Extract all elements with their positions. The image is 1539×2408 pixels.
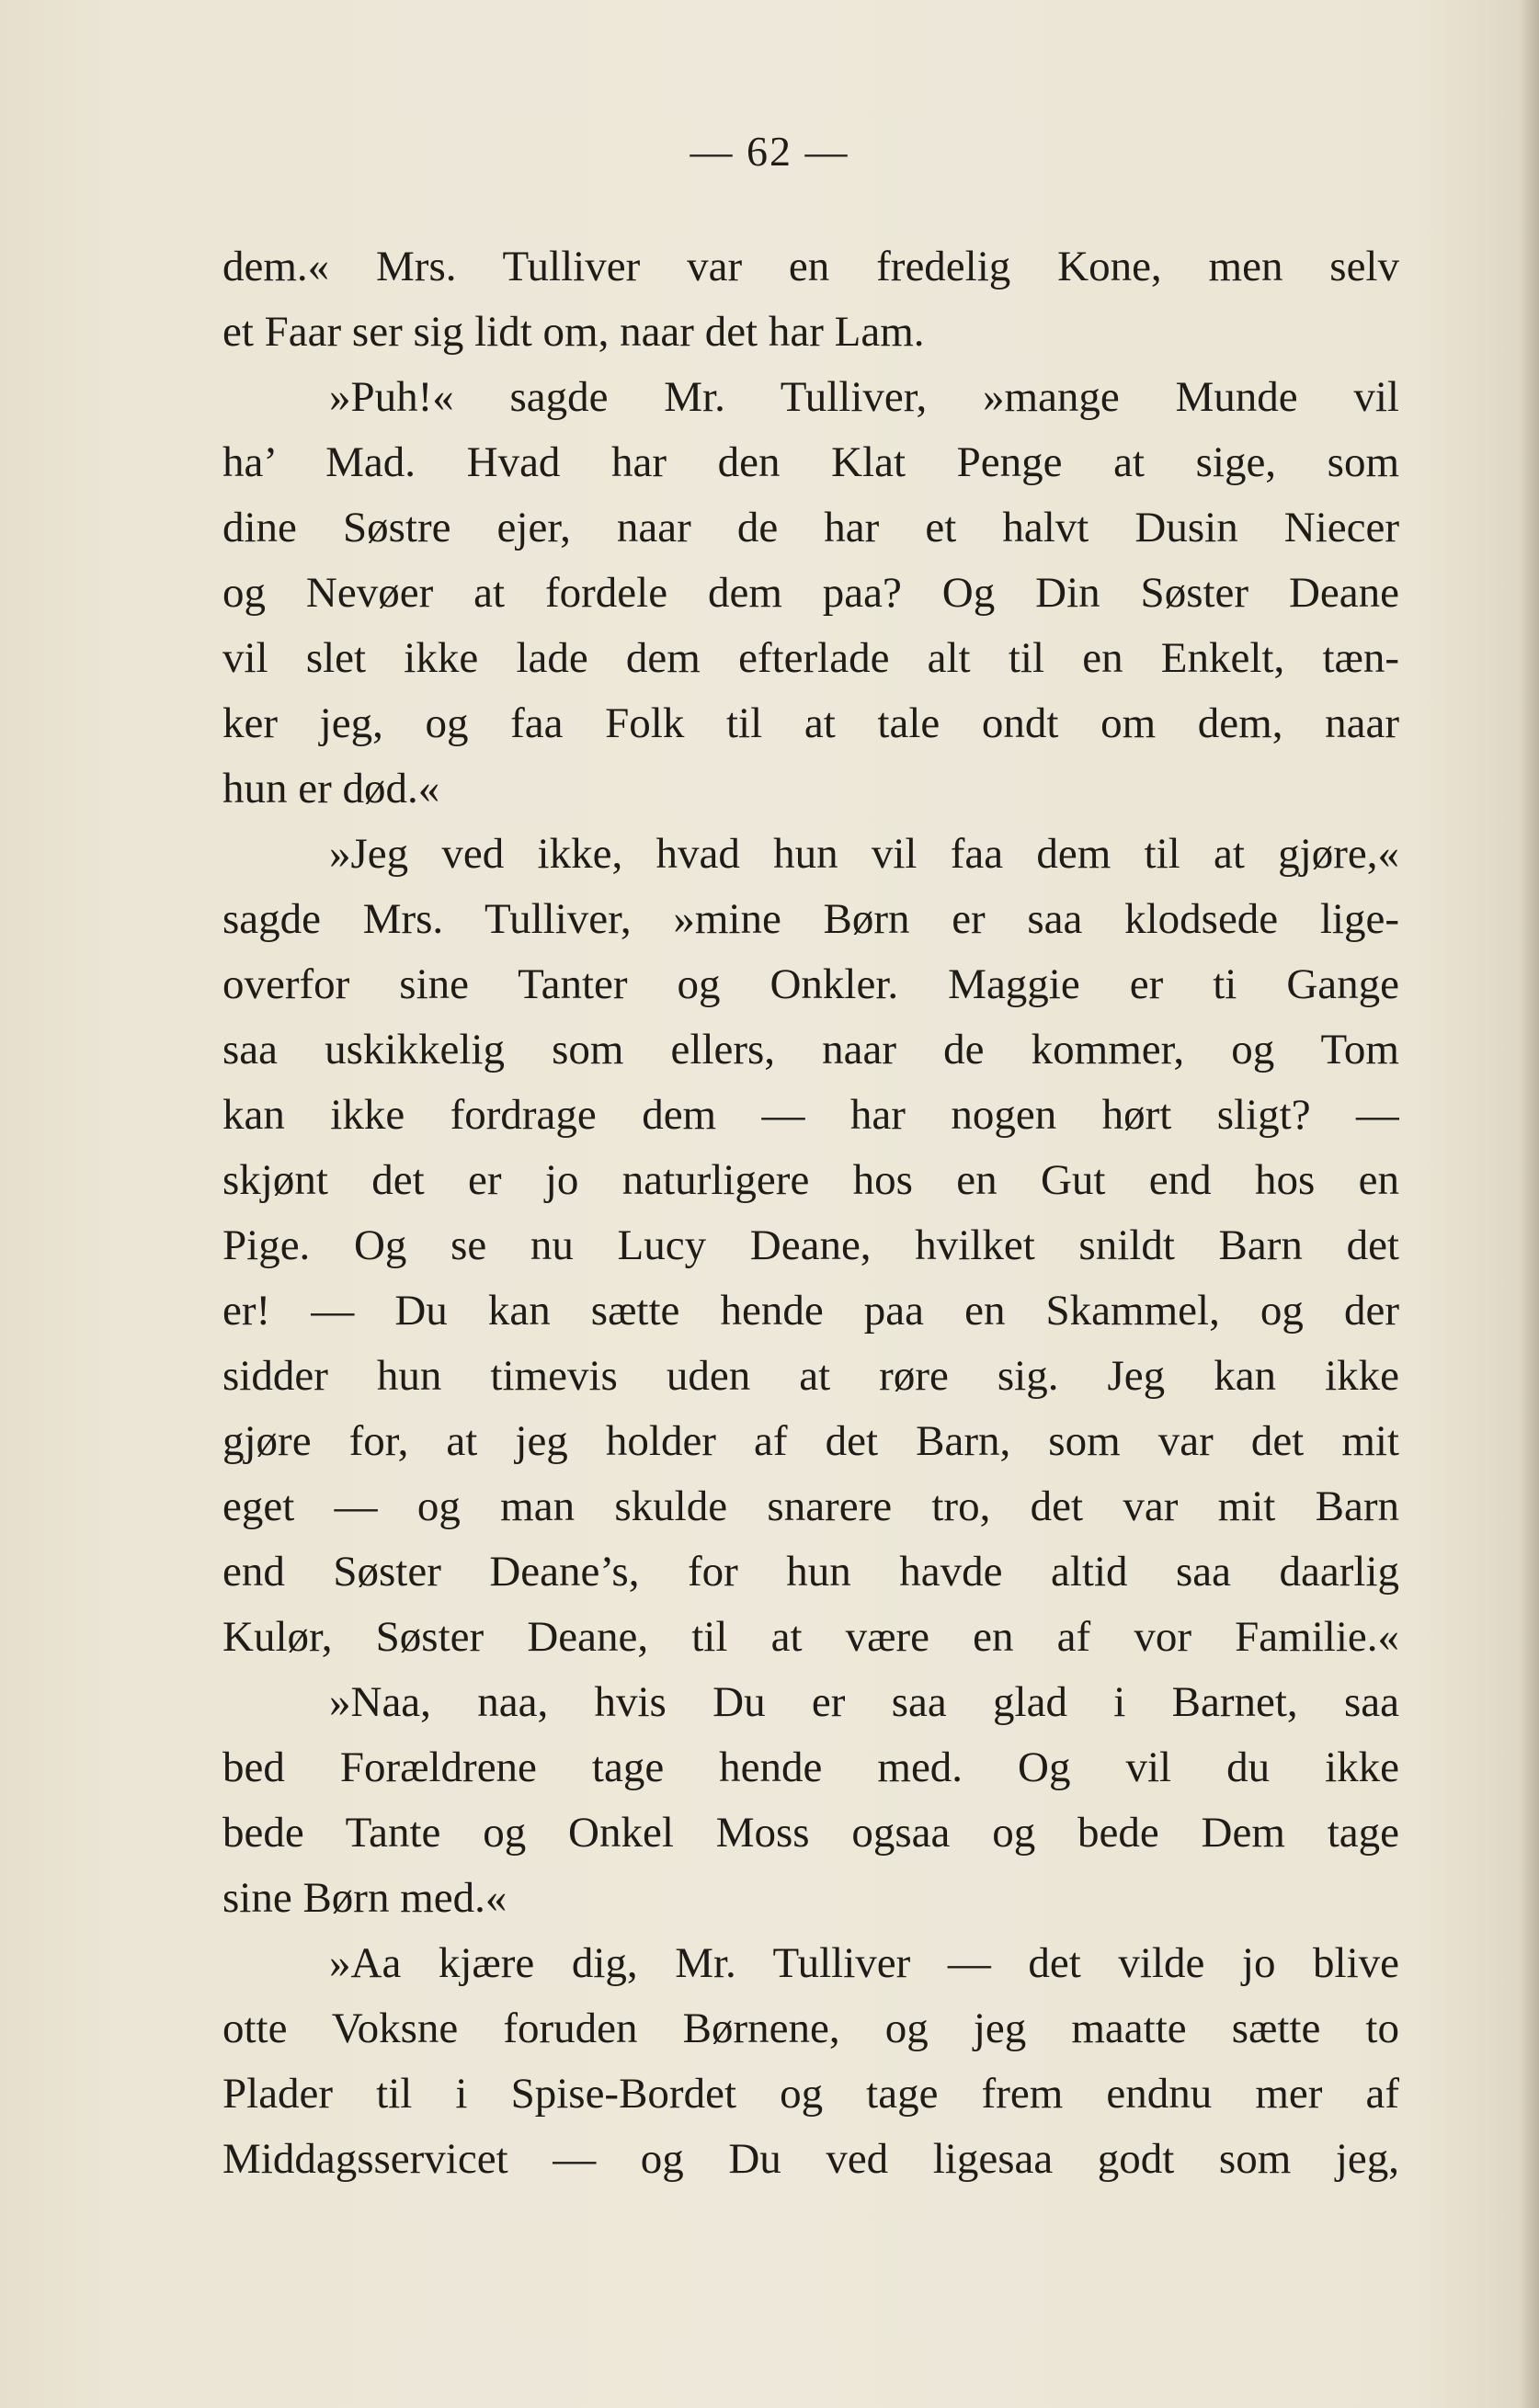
text-line: Plader til i Spise-Bordet og tage frem endnu mer af xyxy=(222,2070,1399,2118)
text-line: ha’ Mad. Hvad har den Klat Penge at sige, som xyxy=(222,438,1399,486)
page-edge-shadow xyxy=(1519,0,1539,2408)
body-text xyxy=(222,234,1399,2192)
text-line: dine Søstre ejer, naar de har et halvt Dusin Niecer xyxy=(222,504,1399,551)
text-line: skjønt det er jo naturligere hos en Gut end hos en xyxy=(222,1156,1399,1204)
text-line: sine Børn med.« xyxy=(222,1874,507,1922)
text-line: er! — Du kan sætte hende paa en Skammel, og der xyxy=(222,1287,1399,1335)
text-line: hun er død.« xyxy=(222,765,440,812)
text-line: »Puh!« sagde Mr. Tulliver, »mange Munde vil xyxy=(329,373,1399,421)
text-line: gjøre for, at jeg holder af det Barn, som var det mit xyxy=(222,1417,1399,1465)
text-line: end Søster Deane’s, for hun havde altid saa daarlig xyxy=(222,1548,1399,1596)
text-line: kan ikke fordrage dem — har nogen hørt sligt? — xyxy=(222,1091,1399,1139)
text-line: Pige. Og se nu Lucy Deane, hvilket snildt Barn det xyxy=(222,1221,1399,1269)
page-number: — 62 — xyxy=(690,128,849,175)
text-line: »Aa kjære dig, Mr. Tulliver — det vilde jo blive xyxy=(329,1939,1399,1987)
text-line: Kulør, Søster Deane, til at være en af vor Familie.« xyxy=(222,1613,1399,1661)
text-line: saa uskikkelig som ellers, naar de kommer, og Tom xyxy=(222,1026,1399,1073)
text-line: et Faar ser sig lidt om, naar det har Lam. xyxy=(222,308,925,356)
text-line: dem.« Mrs. Tulliver var en fredelig Kone, men selv xyxy=(222,243,1399,290)
text-line: Middagsservicet — og Du ved ligesaa godt som jeg, xyxy=(222,2135,1399,2183)
text-line: ker jeg, og faa Folk til at tale ondt om dem, naar xyxy=(222,699,1399,747)
text-line: eget — og man skulde snarere tro, det var mit Barn xyxy=(222,1482,1399,1530)
text-line: sidder hun timevis uden at røre sig. Jeg kan ikke xyxy=(222,1352,1399,1400)
text-line: bede Tante og Onkel Moss ogsaa og bede Dem tage xyxy=(222,1809,1399,1857)
text-line: vil slet ikke lade dem efterlade alt til en Enkelt, tæn- xyxy=(222,634,1399,682)
text-line: overfor sine Tanter og Onkler. Maggie er ti Gange xyxy=(222,960,1399,1008)
text-line: bed Forældrene tage hende med. Og vil du ikke xyxy=(222,1744,1399,1791)
text-line: og Nevøer at fordele dem paa? Og Din Søster Deane xyxy=(222,569,1399,617)
text-line: »Jeg ved ikke, hvad hun vil faa dem til at gjøre,« xyxy=(329,830,1399,878)
text-line: sagde Mrs. Tulliver, »mine Børn er saa klodsede lige- xyxy=(222,895,1399,943)
text-line: otte Voksne foruden Børnene, og jeg maatte sætte to xyxy=(222,2005,1399,2052)
text-line: »Naa, naa, hvis Du er saa glad i Barnet, saa xyxy=(329,1678,1399,1726)
